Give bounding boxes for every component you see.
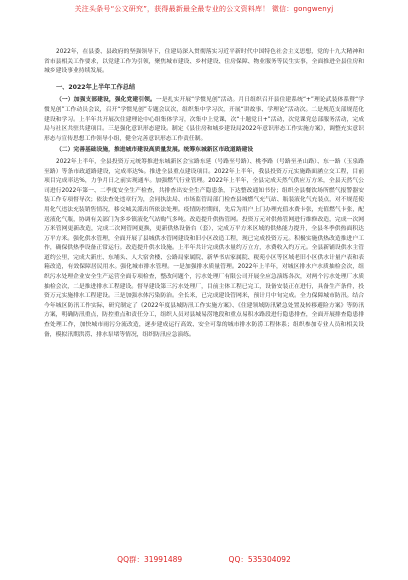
- subsection-2: [44, 146, 364, 156]
- document-body: [44, 48, 364, 340]
- contact-footer: [0, 554, 408, 565]
- section-heading: 一、2022年上半年工作总结: [56, 83, 136, 91]
- subsection-1-title: （一）加强支部建设，强化党建引领。: [56, 97, 156, 104]
- subsection-1-text: 一是扎实开展“学惯见创”活动。月日组织召开县住建系统“+”理论武装体系暨“学惯见创”工作动员会议，召开“学惯见创”专题会议次，组织集中学习次，开展“讲故事、学理论”活动次。二是规范支部规范化建设和学习。上半年共开展次住建理论中心组集体学习，次集中上党课，次“十题党日+”活动，次党课党总部服务活动，完成局与社区共驻共建项目。三是强化意识形态建设。制定《县住房和城乡建设局2022年意识形态工作实施方案》，调整充实意识形态与宣传思想工作领导小组，健全完善意识形态工作责任制。: [44, 97, 364, 142]
- subsection-2-title: （二）完善基础设施，推进城市建设高质量发展。: [56, 147, 184, 154]
- intro-paragraph: 2022年，在县委、县政府的坚强领导下，住建局深入贯彻落实习近平新时代中国特色社会主义思想，党的十九大精神和省市县相关工作要求，以党建工作为引领，聚焦城市建设、乡村建设、住房保障、物业服务等民生实事，全面推进全县住房和城乡建设事业持续发展。: [44, 49, 364, 75]
- qq-number: QQ：535304092: [228, 555, 291, 564]
- body-paragraph: 2022年上半年，全县投资万元统筹推进东城新区会宝路东延（号路至号路）、桃李路（号路至圣山路）、东一路（玉泉路至路）等条市政道路建设，完成率达%。推进全县重点建设项目。2022年上半年，我县投资万元实施路面涵立交工程，目前项目完成率达%，力争月日之前实现通车。加强燃气行业管理。2022年上半年，全县完成天然气供应万方米，全县天然气公司进行2022年第一、二季度安全生产检查，共排查出安全生产隐患条，下达整改通知书份；组织全县餐饮场所燃气报警器安装工作专项督导次；依法查处违章行为，会同执法局、市场监管局部门检查县城燃气充气站、瓶装液化气充装点，对不规范使用化气违法充装销售情况，移交城关派出所依法处理。疫情防控期间，先后为用户上门办理充值水费卡张，充值燃气卡张，配送液化气瓶，协调有关部门为多乡镇液化气站购气多吨。改造提升供热管网。投资万元对供热管网进行维修改造，完成一次网万米管网更新改造，完成二次网管网更换，更新供热设备台（套），完成万平方米区域的供热能力提升，全县冬季供热面积达万平方米。强化供水管理，全面开展了县城供水管网建设和旧小区改造工程，现已完成投资万元。积极实施供热改造推进户工作，确保供热季设备正常运行。改造提升供水设施。上半年共计完成供水量约万立方，水费收入约万元。全县新铺设供水主管道约公里，完成大新庄、东埔头、人大宿舍楼、公路局家属院、新华书店家属院、税苑小区等区域老旧小区供水计量户表和表箱改造，有效保障居民用水。强化城市排水管理。一是加强排水质量管理。2022年上半年，对城区排水户水质抽检会次，组织污水处理企业安全生产运营全面专项检查，整改问题个，污水处理厂有限公司开展全应急演练各次，对两个污水处理厂水质抽检会次，二是推进排水工程建设。督导建设第三污水处理厂，目前主体工程已完工，设备安装正在进行，具备生产条件，投资万元实施排水工程建设。三是加强水体污染防治。全长米，已完成建设管网米，预计月中旬完成。全力保障城市防汛。结合今年城区防汛工作实际，研究制定了《2022年度县城防汛工作实施方案》、《住建领域防汛紧急处置及转移避险方案》等防汛方案，明确防汛重点，防控重点和责任分工，组织人员对县城易涝地段和重点易积水路段进行隐患排查，全面开展排查隐患排查处理工作，加快城市雨污分流改造，逐步建成运行高效、安全可靠的城市排水防涝工程体系；组织参加专业人员和相关设备，模拟汛期洪涝、排水泵堵等情况，组织防汛应急演练。: [44, 158, 364, 338]
- promo-banner: 关注头条号“公文研究”，获得最新最全最专业的公文资料库！ 微信：gongwenyj: [74, 5, 334, 13]
- subsection-2-text: 统筹东城新区市政道路建设: [183, 147, 254, 154]
- qq-group: QQ群：31991489: [117, 555, 183, 564]
- subsection-1: [44, 96, 364, 144]
